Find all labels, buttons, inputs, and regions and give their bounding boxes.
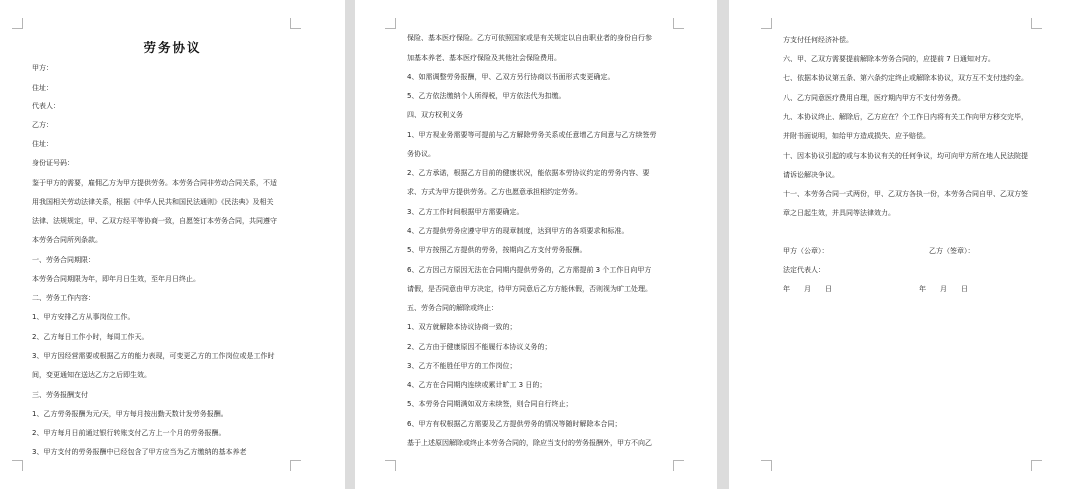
text-line: 5、乙方依法缴纳个人所得税，甲方依法代为扣缴。 <box>407 92 566 100</box>
signature-party-b: 乙方（签章）： <box>929 247 975 255</box>
section-heading: 四、双方权利义务 <box>407 111 463 119</box>
text-line: 用我国相关劳动法律关系，根据《中华人民共和国民法通则》《民法典》及相关 <box>32 198 274 206</box>
document-page-2 <box>355 0 717 489</box>
margin-corner-mark <box>12 18 23 29</box>
text-line: 5、本劳务合同期满如双方未续签，则合同自行终止； <box>407 400 573 408</box>
text-line: 保险、基本医疗保险。乙方可依照国家或是有关规定以自由职业者的身份自行参 <box>407 34 652 42</box>
margin-corner-mark <box>385 18 396 29</box>
text-line: 3、甲方因经营需要或根据乙方的能力表现，可变更乙方的工作岗位或是工作时 <box>32 352 275 360</box>
text-line: 2、甲方每月日前通过银行转账支付乙方上一个月的劳务报酬。 <box>32 429 226 437</box>
date-party-a: 年 月 日 <box>783 285 832 293</box>
text-line: 5、甲方按照乙方提供的劳务，按期向乙方支付劳务报酬。 <box>407 246 587 254</box>
text-line: 间，变更通知在送达乙方之后即生效。 <box>32 371 151 379</box>
text-line: 请诉讼解决争议。 <box>783 171 839 179</box>
text-line: 六、甲、乙双方需要提前解除本劳务合同的，应提前 7 日通知对方。 <box>783 55 995 63</box>
document-title: 劳务协议 <box>143 40 202 55</box>
text-line: 身份证号码： <box>32 159 74 167</box>
date-party-b: 年 月 日 <box>919 285 968 293</box>
text-line: 1、甲方安排乙方从事岗位工作。 <box>32 313 135 321</box>
text-line: 3、乙方不能胜任甲方的工作岗位； <box>407 362 517 370</box>
signature-party-a: 甲方（公章）： <box>783 247 829 255</box>
text-line: 2、乙方承诺，根据乙方目前的健康状况，能依据本劳协议约定的劳务内容、要 <box>407 169 650 177</box>
text-line: 4、乙方在合同期内连续或累计旷工 3 日的； <box>407 381 547 389</box>
text-line: 本劳务合同期限为年，即年月日生效，至年月日终止。 <box>32 275 200 283</box>
text-line: 6、甲方有权根据乙方需要及乙方提供劳务的情况等随时解除本合同； <box>407 420 622 428</box>
text-line: 七、依据本协议第五条、第六条约定终止或解除本协议，双方互不支付违约金。 <box>783 74 1028 82</box>
margin-corner-mark <box>761 18 772 29</box>
margin-corner-mark <box>673 460 684 471</box>
text-line: 2、乙方每日工作小时，每周工作天。 <box>32 333 149 341</box>
text-line: 八、乙方同意医疗费用自理，医疗期内甲方不支付劳务费。 <box>783 94 965 102</box>
text-line: 6、乙方因己方原因无法在合同期内提供劳务的，乙方需提前 3 个工作日向甲方 <box>407 266 652 274</box>
text-line: 本劳务合同所列条款。 <box>32 236 102 244</box>
text-line: 十一、本劳务合同一式两份，甲、乙双方各执一份，本劳务合同自甲、乙双方签 <box>783 190 1028 198</box>
text-line: 3、乙方工作时间根据甲方需要确定。 <box>407 208 524 216</box>
text-line: 1、甲方视业务需要等可提前与乙方解除劳务关系或任意增乙方间意与乙方续签劳 <box>407 131 657 139</box>
text-line: 基于上述原因解除或终止本劳务合同的，除应当支付的劳务报酬外，甲方不向乙 <box>407 439 652 447</box>
margin-corner-mark <box>1031 460 1042 471</box>
section-heading: 五、劳务合同的解除或终止： <box>407 304 498 312</box>
margin-corner-mark <box>385 460 396 471</box>
section-heading: 三、劳务报酬支付 <box>32 391 88 399</box>
text-line: 4、乙方提供劳务应遵守甲方的现章制度，达到甲方的各项要求和标准。 <box>407 227 629 235</box>
text-line: 4、如需调整劳务报酬，甲、乙双方另行协商以书面形式变更确定。 <box>407 73 615 81</box>
text-line: 并附书面说明，如给甲方造成损失、应予赔偿。 <box>783 132 930 140</box>
text-line: 请假，是否同意由甲方决定，待甲方同意后乙方方能休假，否则视为旷工处理。 <box>407 285 652 293</box>
text-line: 代表人： <box>32 102 60 110</box>
margin-corner-mark <box>673 18 684 29</box>
margin-corner-mark <box>1031 18 1042 29</box>
text-line: 务协议。 <box>407 150 435 158</box>
section-heading: 一、劳务合同期限： <box>32 256 95 264</box>
margin-corner-mark <box>12 460 23 471</box>
text-line: 方支付任何经济补偿。 <box>783 36 853 44</box>
text-line: 乙方： <box>32 121 53 129</box>
text-line: 住址： <box>32 84 53 92</box>
text-line: 3、甲方支付的劳务报酬中已经包含了甲方应当为乙方缴纳的基本养老 <box>32 448 247 456</box>
legal-representative: 法定代表人： <box>783 266 825 274</box>
text-line: 2、乙方由于健康原因不能履行本协议义务的； <box>407 343 552 351</box>
margin-corner-mark <box>290 460 301 471</box>
text-line: 住址： <box>32 140 53 148</box>
text-line: 1、双方就解除本协议协商一致的； <box>407 323 517 331</box>
text-line: 章之日起生效，并具同等法律效力。 <box>783 209 895 217</box>
margin-corner-mark <box>761 460 772 471</box>
section-heading: 二、劳务工作内容： <box>32 294 95 302</box>
text-line: 九、本协议终止、解除后，乙方应在？个工作日内将有关工作向甲方移交完毕， <box>783 113 1028 121</box>
text-line: 法律、法规规定，甲、乙双方经平等协商一致，自愿签订本劳务合同，共同遵守 <box>32 217 277 225</box>
text-line: 鉴于甲方的需要，雇佣乙方为甲方提供劳务。本劳务合同非劳动合同关系，不适 <box>32 179 277 187</box>
text-line: 1、乙方劳务报酬为元/天，甲方每月按出勤天数计发劳务报酬。 <box>32 410 228 418</box>
text-line: 甲方： <box>32 64 53 72</box>
text-line: 十、因本协议引起的或与本协议有关的任何争议，均可向甲方所在地人民法院提 <box>783 152 1028 160</box>
document-page-3 <box>729 0 1080 489</box>
document-page-1 <box>0 0 345 489</box>
text-line: 加基本养老、基本医疗保险及其他社会保险费用。 <box>407 54 561 62</box>
margin-corner-mark <box>290 18 301 29</box>
text-line: 求、方式为甲方提供劳务。乙方也愿意承担相约定劳务。 <box>407 188 582 196</box>
